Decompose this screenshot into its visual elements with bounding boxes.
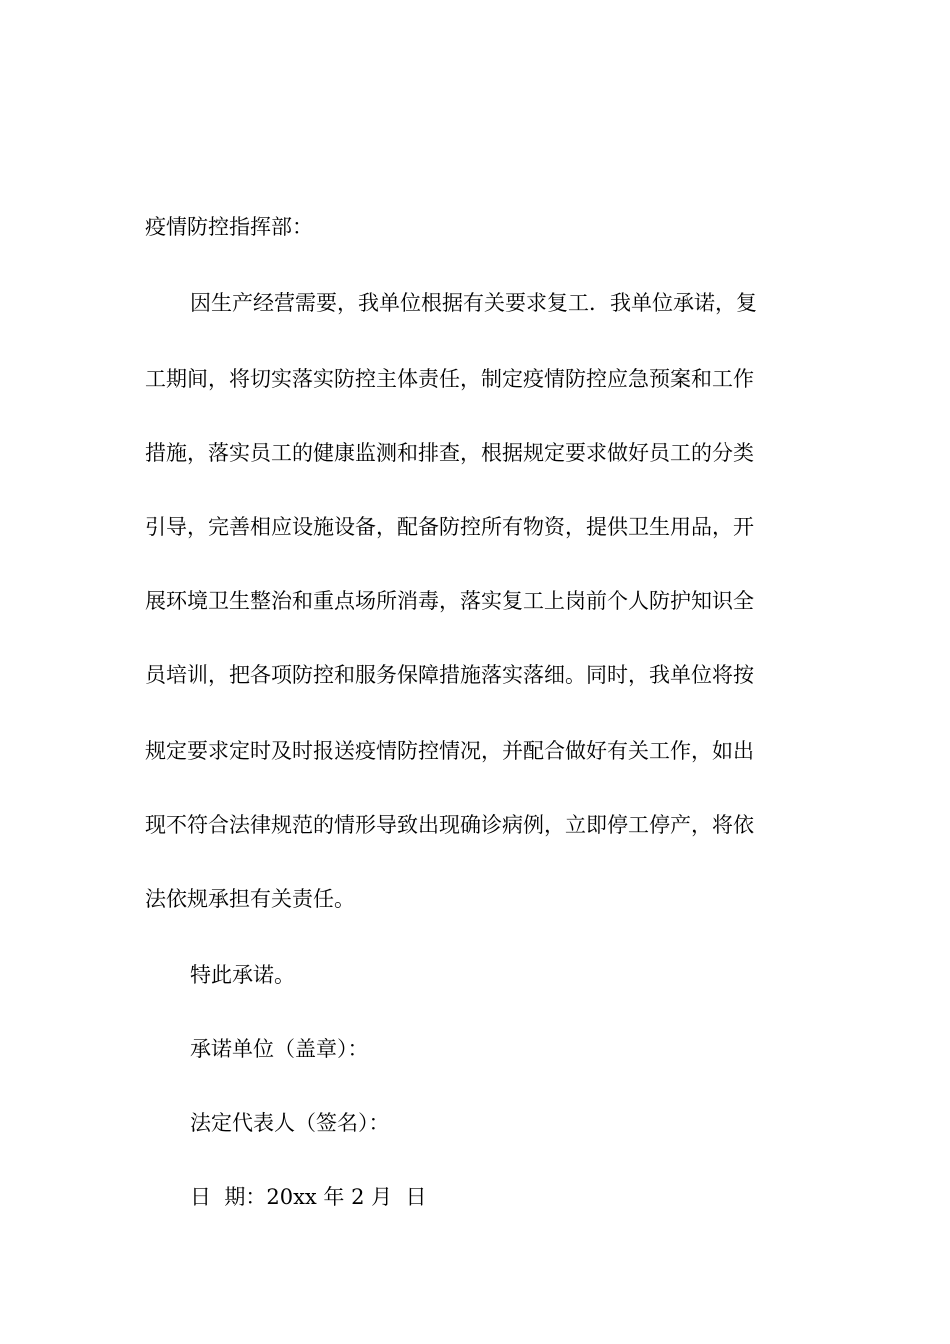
body-line-3: 措施，落实员工的健康监测和排查，根据规定要求做好员工的分类 — [145, 441, 754, 465]
body-line-5: 展环境卫生整治和重点场所消毒，落实复工上岗前个人防护知识全 — [145, 589, 754, 613]
salutation: 疫情防控指挥部： — [145, 215, 313, 239]
committing-unit-label: 承诺单位（盖章）： — [190, 1037, 369, 1061]
date-label: 日 期：20xx 年 2 月 日 — [190, 1185, 427, 1209]
body-line-9: 法依规承担有关责任。 — [145, 887, 355, 911]
legal-representative-label: 法定代表人（签名）： — [190, 1111, 390, 1135]
body-line-7: 规定要求定时及时报送疫情防控情况，并配合做好有关工作，如出 — [145, 739, 754, 763]
body-line-1: 因生产经营需要，我单位根据有关要求复工．我单位承诺，复 — [190, 291, 757, 315]
body-line-2: 工期间，将切实落实防控主体责任，制定疫情防控应急预案和工作 — [145, 367, 754, 391]
body-line-8: 现不符合法律规范的情形导致出现确诊病例，立即停工停产，将依 — [145, 813, 754, 837]
body-line-4: 引导，完善相应设施设备，配备防控所有物资，提供卫生用品，开 — [145, 515, 754, 539]
body-line-6: 员培训，把各项防控和服务保障措施落实落细。同时，我单位将按 — [145, 663, 754, 687]
closing-statement: 特此承诺。 — [190, 963, 295, 987]
